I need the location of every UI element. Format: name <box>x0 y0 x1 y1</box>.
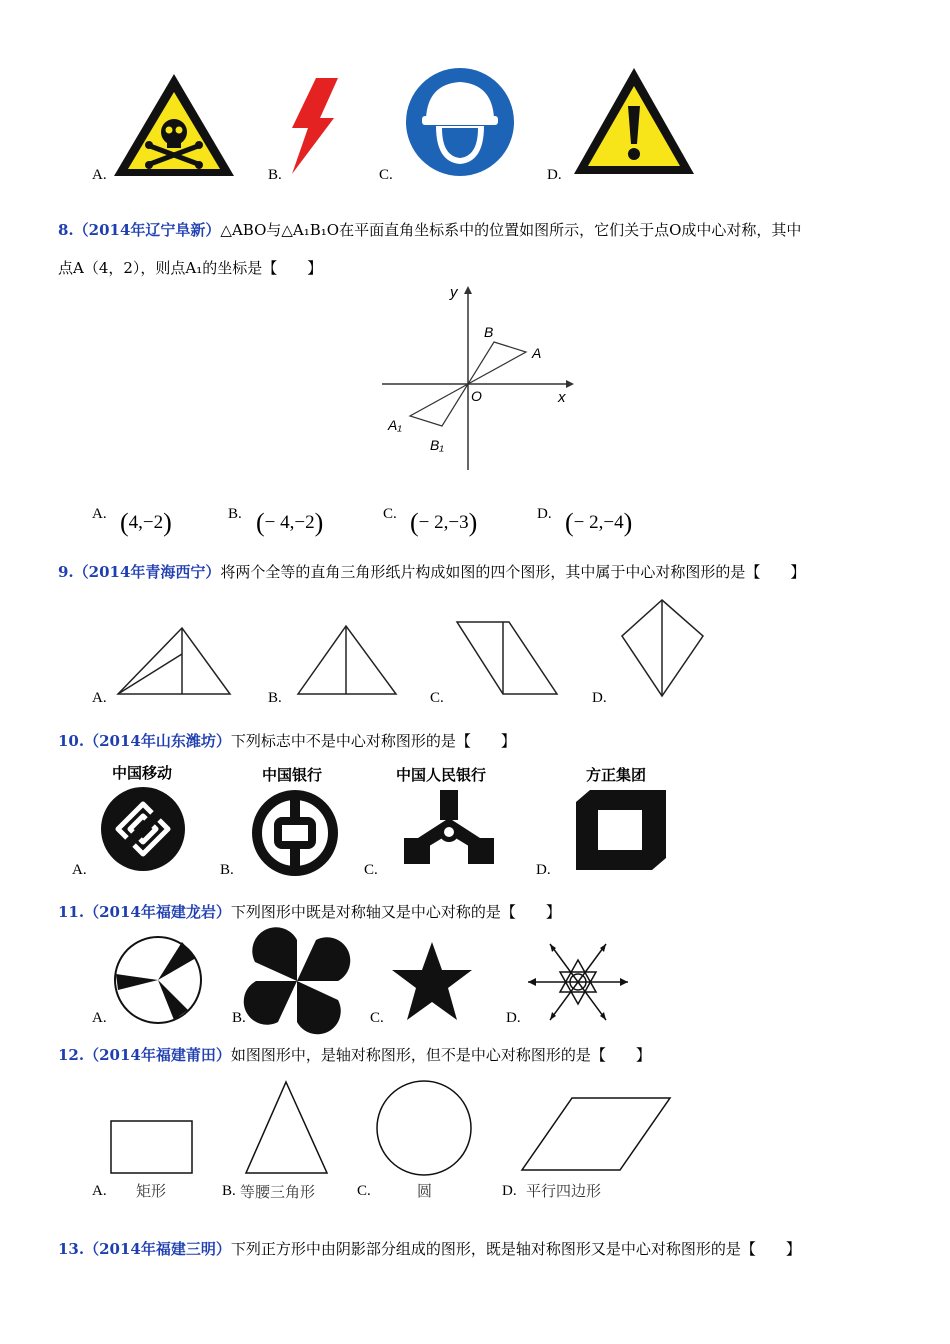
q10-option-c-label: C. <box>364 862 378 878</box>
lightning-bolt-icon <box>286 76 340 176</box>
q11-text: 11.（2014年福建龙岩）下列图形中既是对称轴又是中心对称的是【 】 <box>58 903 561 921</box>
q9-option-d-label: D. <box>592 690 607 706</box>
q11-figure-d <box>526 938 630 1026</box>
q9-option-c-label: C. <box>430 690 444 706</box>
rectangle-figure <box>110 1120 194 1176</box>
star-icon <box>390 940 474 1024</box>
q12-option-a-label: A. <box>92 1183 107 1199</box>
q8-coordinate-figure <box>376 284 576 474</box>
q9-option-a-label: A. <box>92 690 107 706</box>
origin-label: O <box>471 388 482 404</box>
q8-option-d-value: (− 2,−4) <box>565 508 633 537</box>
q9-figure-d <box>619 598 707 700</box>
q10-text: 10.（2014年山东潍坊）下列标志中不是中心对称图形的是【 】 <box>58 732 516 750</box>
founder-group-logo-icon <box>574 788 668 872</box>
poison-sign-icon <box>112 72 236 178</box>
q11-option-b-label: B. <box>232 1010 246 1026</box>
q12-option-d-label: D. <box>502 1183 517 1199</box>
q9-figure-c <box>455 620 561 698</box>
q12-caption-a: 矩形 <box>136 1182 167 1200</box>
pboc-caption: 中国人民银行 <box>396 766 487 784</box>
q12-text: 12.（2014年福建莆田）如图图形中，是轴对称图形，但不是中心对称图形的是【 】 <box>58 1046 651 1064</box>
q8-option-c-label: C. <box>383 506 397 522</box>
point-b-label: B <box>484 324 494 340</box>
q9-text: 9.（2014年青海西宁）将两个全等的直角三角形纸片构成如图的四个图形，其中属于中心对称图形的是【 】 <box>58 563 806 581</box>
q12-option-b-label: B. <box>222 1183 236 1199</box>
q12-caption-b: 等腰三角形 <box>240 1183 316 1201</box>
bank-of-china-caption: 中国银行 <box>262 766 323 784</box>
q8-option-b-label: B. <box>228 506 242 522</box>
q12-caption-c: 圆 <box>417 1182 433 1200</box>
q9-figure-a <box>116 624 234 698</box>
q11-option-d-label: D. <box>506 1010 521 1026</box>
q10-option-a-label: A. <box>72 862 87 878</box>
bank-of-china-logo-icon <box>252 790 338 876</box>
q10-option-d-label: D. <box>536 862 551 878</box>
point-a-label: A <box>532 345 542 361</box>
q13-text: 13.（2014年福建三明）下列正方形中由阴影部分组成的图形，既是轴对称图形又是中心对称图形的是【 】 <box>58 1240 801 1258</box>
q12-option-c-label: C. <box>357 1183 371 1199</box>
china-mobile-caption: 中国移动 <box>112 764 173 782</box>
q7-option-a-label: A. <box>92 167 107 183</box>
q10-option-b-label: B. <box>220 862 234 878</box>
q12-caption-d: 平行四边形 <box>526 1182 602 1200</box>
parallelogram-figure <box>520 1096 672 1174</box>
q8-option-b-value: (− 4,−2) <box>256 508 324 537</box>
q8-text-line2: 点A（4，2），则点A₁的坐标是【 】 <box>58 259 323 277</box>
q11-figure-a <box>112 934 204 1026</box>
point-a1-label: A₁ <box>388 417 402 433</box>
y-axis-label: y <box>450 284 458 301</box>
pboc-logo-icon <box>402 788 496 872</box>
q11-option-c-label: C. <box>370 1010 384 1026</box>
china-mobile-logo-icon <box>100 786 186 872</box>
q7-option-d-label: D. <box>547 167 562 183</box>
q7-option-b-label: B. <box>268 167 282 183</box>
q8-text-line1: 8.（2014年辽宁阜新）△ABO与△A₁B₁O在平面直角坐标系中的位置如图所示，它们关于点O成中心对称，其中 <box>58 221 802 239</box>
isosceles-triangle-figure <box>244 1080 330 1176</box>
x-axis-label: x <box>558 389 566 406</box>
q8-option-a-label: A. <box>92 506 107 522</box>
q11-option-a-label: A. <box>92 1010 107 1026</box>
q11-figure-b <box>252 938 342 1024</box>
warning-sign-icon <box>572 66 696 176</box>
q8-option-c-value: (− 2,−3) <box>410 508 478 537</box>
q8-option-a-value: (4,−2) <box>120 508 172 537</box>
point-b1-label: B₁ <box>430 437 444 453</box>
helmet-sign-icon <box>404 66 516 178</box>
q7-option-c-label: C. <box>379 167 393 183</box>
q8-option-d-label: D. <box>537 506 552 522</box>
founder-group-caption: 方正集团 <box>586 766 647 784</box>
circle-figure <box>374 1078 474 1178</box>
q9-option-b-label: B. <box>268 690 282 706</box>
q9-figure-b <box>296 624 400 698</box>
